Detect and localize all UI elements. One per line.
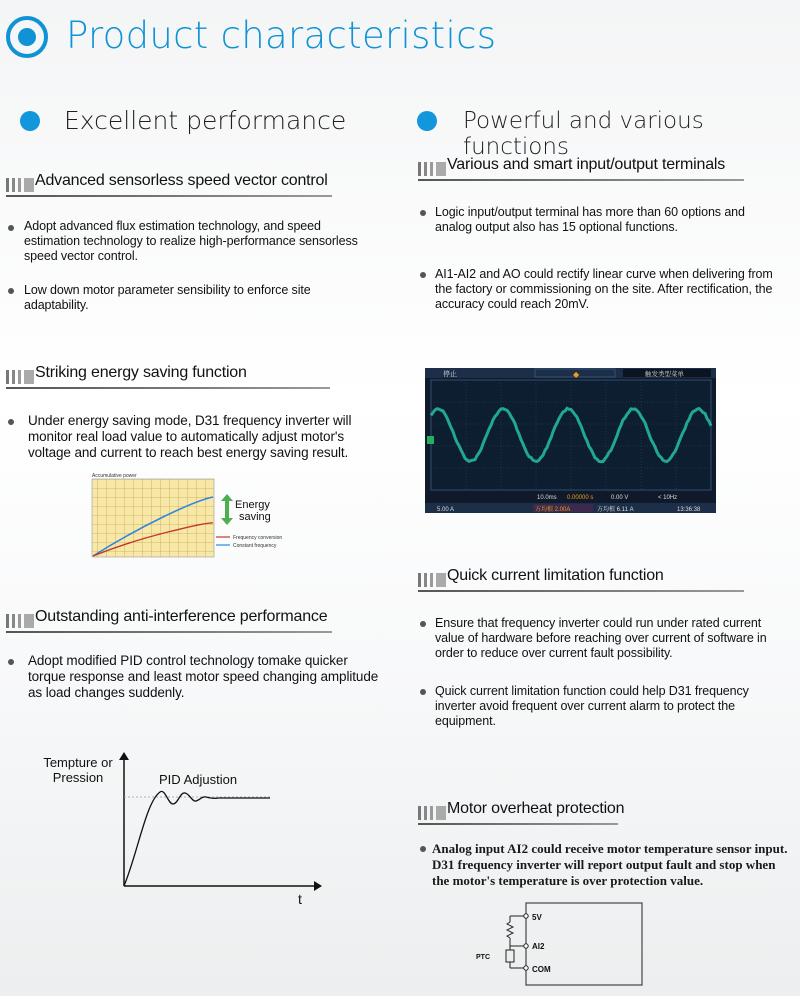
left-heading: Excellent performance bbox=[64, 106, 347, 135]
terminal-5v-label: 5V bbox=[532, 913, 542, 922]
section-bar-icon bbox=[6, 614, 34, 628]
section-title: Striking energy saving function bbox=[35, 364, 247, 381]
section-title: Outstanding anti-interference performance bbox=[35, 608, 328, 625]
bullet-icon bbox=[420, 621, 426, 627]
pid-response-chart bbox=[110, 752, 325, 892]
resistor-icon bbox=[507, 922, 513, 938]
bullet-text: Low down motor parameter sensibility to enforce site adaptability. bbox=[24, 283, 311, 312]
page-title: Product characteristics bbox=[66, 14, 497, 57]
legend-frequency-conversion: Frequency conversion bbox=[233, 535, 283, 541]
bullet-icon bbox=[8, 659, 14, 665]
section-header bbox=[6, 364, 330, 386]
section-header bbox=[418, 800, 625, 822]
pid-response-curve bbox=[124, 791, 270, 886]
bullet-dot-icon bbox=[20, 111, 40, 131]
section-title: Quick current limitation function bbox=[447, 567, 664, 584]
section-bar-icon bbox=[6, 178, 34, 192]
section-bar-icon bbox=[418, 573, 446, 587]
trigger-marker-icon: ◆ bbox=[573, 370, 580, 379]
section-title: Various and smart input/output terminals bbox=[447, 156, 726, 173]
bullet-text: AI1-AI2 and AO could rectify linear curve when delivering from the factory or commissioning on the site. After rectification, the accuracy could reach 20mV. bbox=[435, 267, 773, 311]
section-bar-icon bbox=[6, 370, 34, 384]
section-header bbox=[6, 172, 332, 194]
bullet-text: Adopt modified PID control technology tomake quicker torque response and least motor speed changing amplitude as load changes suddenly. bbox=[28, 653, 379, 700]
scope-menu-label: 触发类型菜单 bbox=[645, 371, 684, 378]
chart-title: Accumulative power bbox=[92, 473, 137, 479]
bullet-icon bbox=[420, 846, 426, 852]
section-title: Motor overheat protection bbox=[447, 800, 625, 817]
saving-label: saving bbox=[239, 511, 271, 523]
bullet-text: Quick current limitation function could help D31 frequency inverter avoid frequent over current alarm to protect the equipment. bbox=[435, 684, 749, 728]
y-axis-arrow-icon bbox=[119, 752, 129, 760]
energy-label: Energy bbox=[235, 499, 270, 511]
bullet-text: Analog input AI2 could receive motor temperature sensor input. D31 frequency inverter will report output fault and stop when the motor's temperature is over protection value. bbox=[432, 841, 788, 888]
right-heading: Powerful and various functions bbox=[463, 108, 704, 160]
scope-ch1-scale: 5.00 A bbox=[437, 507, 455, 513]
ptc-label: PTC bbox=[476, 954, 490, 961]
scope-status: 停止 bbox=[443, 371, 457, 378]
bullet-text: Ensure that frequency inverter could run under rated current value of hardware before reaching over current of software in order to reduce over current fault possibility. bbox=[435, 616, 767, 660]
scope-time: 13:36:38 bbox=[677, 507, 701, 513]
oscilloscope-screenshot bbox=[425, 368, 716, 513]
section-bar-icon bbox=[418, 162, 446, 176]
bullet-icon bbox=[8, 288, 14, 294]
bullet-icon bbox=[8, 419, 14, 425]
scope-ch1-measure: 方均根 2.00A bbox=[535, 507, 571, 513]
scope-timebase: 10.0ms bbox=[537, 495, 557, 501]
bullet-text: Logic input/output terminal has more than 60 options and analog output also has 15 optional functions. bbox=[435, 205, 745, 234]
bullet-text: Under energy saving mode, D31 frequency inverter will monitor real load value to automatically adjust motor's voltage and current to reach best energy saving result. bbox=[28, 413, 352, 460]
section-header bbox=[418, 156, 744, 178]
terminal-com-label: COM bbox=[532, 965, 551, 974]
section-header bbox=[418, 567, 744, 589]
pid-annotation: PID Adjustion bbox=[159, 772, 238, 787]
energy-saving-chart bbox=[88, 470, 298, 565]
section-header bbox=[6, 608, 332, 630]
bullet-icon bbox=[420, 272, 426, 278]
ptc-circuit-diagram bbox=[470, 900, 650, 990]
bullet-text: Adopt advanced flux estimation technology, and speed estimation technology to realize high-performance sensorless speed vector control. bbox=[24, 219, 358, 263]
bullet-icon bbox=[420, 210, 426, 216]
ptc-sensor-icon bbox=[506, 950, 514, 962]
scope-frequency: < 10Hz bbox=[658, 495, 678, 501]
scope-offset: 0.00000 s bbox=[567, 495, 594, 501]
x-axis-arrow-icon bbox=[314, 881, 322, 891]
bullet-icon bbox=[420, 689, 426, 695]
bullet-icon bbox=[8, 225, 14, 231]
bullet-dot-icon bbox=[417, 111, 437, 131]
pid-x-axis-label: t bbox=[298, 891, 302, 907]
title-ring-icon bbox=[6, 16, 48, 58]
scope-trigger-value: 0.00 V bbox=[611, 495, 629, 501]
terminal-ai2-label: AI2 bbox=[532, 942, 545, 951]
legend-constant-frequency: Constant frequency bbox=[233, 543, 277, 549]
section-title: Advanced sensorless speed vector control bbox=[35, 172, 328, 189]
scope-ch2-measure: 方均根 6.11 A bbox=[597, 507, 634, 513]
pid-y-axis-label: Tempture or Pression bbox=[43, 755, 113, 785]
section-bar-icon bbox=[418, 806, 446, 820]
